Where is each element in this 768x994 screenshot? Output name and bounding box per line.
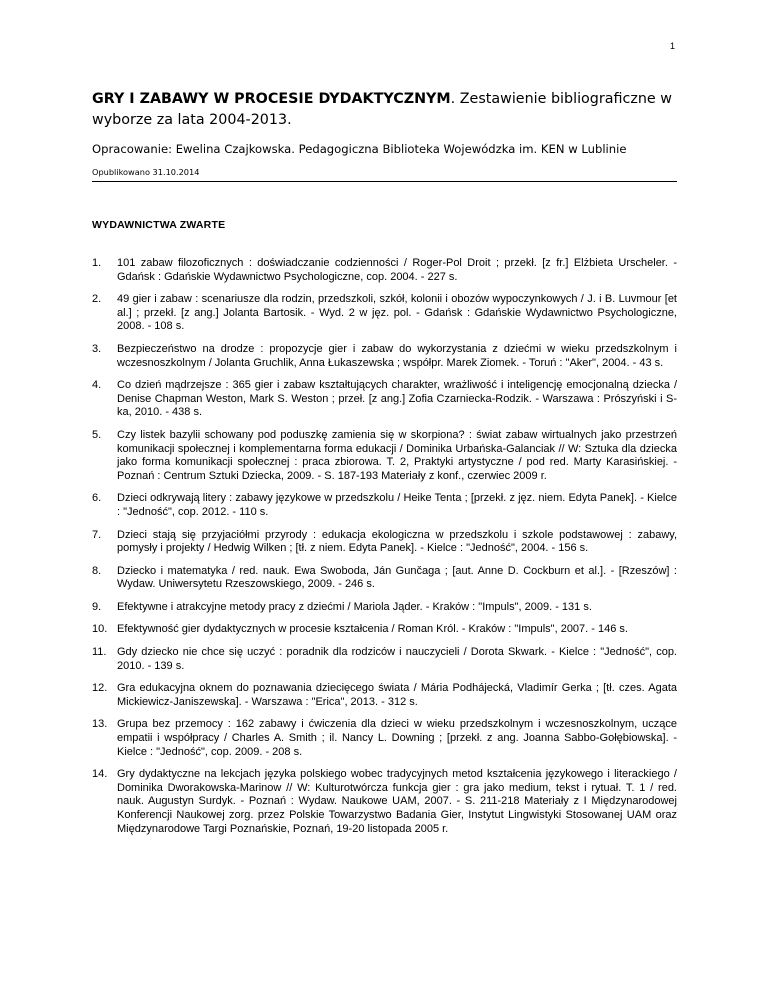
entry-text: Efektywne i atrakcyjne metody pracy z dziećmi / Mariola Jąder. - Kraków : "Impuls", 2009. - 131 s. <box>117 600 592 613</box>
header-divider <box>92 181 677 182</box>
page-number: 1 <box>669 41 675 51</box>
bibliography-entry <box>92 718 677 759</box>
entry-text: Czy listek bazylii schowany pod poduszkę zamienia się w skorpiona? : świat zabaw wirtualnych jako przestrzeń komunikacji społecznej i komplementarna forma edukacji / Dominika Urbańska-Galanciak // W: Sztuka dla dziecka jako forma komunikacji społecznej : praca zbiorowa. T. 2, Praktyki artystyczne / pod red. Marty Karasińskiej. - Poznań : Centrum Sztuki Dziecka, 2009. - S. 187-193 Materiały z konf., czerwiec 2009 r. <box>117 428 677 482</box>
entry-number: 4. <box>92 379 102 392</box>
entry-number: 9. <box>92 600 102 613</box>
entry-number: 14. <box>92 768 108 781</box>
entry-text: 49 gier i zabaw : scenariusze dla rodzin, przedszkoli, szkół, kolonii i obozów wypoczynkowych / J. i B. Luvmour [et al.] ; przekł. [z ang.] Jolanta Bartosik. - Wyd. 2 w jęz. pol. - Gdańsk : Gdańskie Wydawnictwo Psychologiczne, 2008. - 108 s. <box>117 293 677 333</box>
document-header <box>92 89 677 177</box>
bibliography-entry <box>92 379 677 420</box>
bibliography-entry <box>92 565 677 592</box>
bibliography-entry <box>92 682 677 709</box>
entry-text: Co dzień mądrzejsze : 365 gier i zabaw kształtujących charakter, wrażliwość i inteligencję emocjonalną dziecka / Denise Chapman Weston, Mark S. Weston ; przeł. [z ang.] Zofia Czarniecka-Rodzik. - Warszawa : Prószyński i S-ka, 2010. - 438 s. <box>117 379 677 419</box>
entry-number: 1. <box>92 257 102 269</box>
bibliography-entry <box>92 768 677 836</box>
entry-text: Bezpieczeństwo na drodze : propozycje gier i zabaw do wykorzystania z dziećmi w wieku przedszkolnym i wczesnoszkolnym / Jolanta Gruchlik, Anna Łukaszewska ; współpr. Marek Ziomek. - Toruń : "Aker", 2004. - 43 s. <box>117 342 677 369</box>
entry-number: 13. <box>92 718 108 731</box>
section-heading: WYDAWNICTWA ZWARTE <box>92 219 226 231</box>
bibliography-entry <box>92 343 677 370</box>
bibliography-entry <box>92 601 677 615</box>
entry-text: Dziecko i matematyka / red. nauk. Ewa Swoboda, Ján Gunčaga ; [aut. Anne D. Cockburn et al.]. - [Rzeszów] : Wydaw. Uniwersytetu Rzeszowskiego, 2009. - 246 s. <box>117 564 677 591</box>
entry-text: Efektywność gier dydaktycznych w procesie kształcenia / Roman Król. - Kraków : "Impuls", 2007. - 146 s. <box>117 623 628 636</box>
entry-text: Dzieci stają się przyjaciółmi przyrody : edukacja ekologiczna w przedszkolu i szkole podstawowej : zabawy, pomysły i projekty / Hedwig Wilken ; [tł. z niem. Edyta Panek]. - Kielce : "Jedność", 2004. - 156 s. <box>117 528 677 555</box>
entry-number: 6. <box>92 492 102 505</box>
entry-text: 101 zabaw filozoficznych : doświadczanie codzienności / Roger-Pol Droit ; przekł. [z fr.] Elżbieta Urscheler. - Gdańsk : Gdańskie Wydawnictwo Psychologiczne, cop. 2004. - 227 s. <box>117 257 677 283</box>
published-date: Opublikowano 31.10.2014 <box>92 167 200 177</box>
title-rest: . Zestawienie bibliograficzne w wyborze za lata 2004-2013. <box>92 91 672 128</box>
bibliography-entry <box>92 623 677 637</box>
entry-text: Dzieci odkrywają litery : zabawy językowe w przedszkolu / Heike Tenta ; [przekł. z jęz. niem. Edyta Panek]. - Kielce : "Jedność", cop. 2012. - 110 s. <box>117 492 677 518</box>
document-title <box>92 89 677 131</box>
entry-number: 3. <box>92 342 102 355</box>
title-bold: GRY I ZABAWY W PROCESIE DYDAKTYCZNYM <box>92 91 451 107</box>
bibliography-entry <box>92 492 677 519</box>
entry-text: Gdy dziecko nie chce się uczyć : poradnik dla rodziców i nauczycieli / Dorota Skwark. - Kielce : "Jedność", cop. 2010. - 139 s. <box>117 646 677 672</box>
bibliography-entry <box>92 646 677 673</box>
entry-number: 7. <box>92 528 102 541</box>
bibliography-entry <box>92 429 677 483</box>
entry-number: 5. <box>92 428 102 441</box>
entry-number: 11. <box>92 646 107 659</box>
bibliography-entry <box>92 293 677 334</box>
entry-number: 2. <box>92 293 102 306</box>
bibliography-entry <box>92 529 677 556</box>
entry-number: 8. <box>92 564 102 577</box>
entry-number: 10. <box>92 623 108 636</box>
entry-number: 12. <box>92 682 108 695</box>
bibliography-list <box>92 257 677 845</box>
entry-text: Gra edukacyjna oknem do poznawania dziecięcego świata / Mária Podhájecká, Vladimír Gerka ; [tł. czes. Agata Mickiewicz-Janiszewska]. - Warszawa : "Erica", 2013. - 312 s. <box>117 682 677 708</box>
prepared-by: Opracowanie: Ewelina Czajkowska. Pedagogiczna Biblioteka Wojewódzka im. KEN w Lublinie <box>92 142 627 156</box>
entry-text: Grupa bez przemocy : 162 zabawy i ćwiczenia dla dzieci w wieku przedszkolnym i wczesnoszkolnym, uczące empatii i współpracy / Charles A. Smith ; il. Nancy L. Downing ; [przekł. z ang. Joanna Sabbo-Gołębiowska]. - Kielce : "Jedność", cop. 2009. - 208 s. <box>117 718 677 758</box>
entry-text: Gry dydaktyczne na lekcjach języka polskiego wobec tradycyjnych metod kształcenia językowego i literackiego / Dominika Dworakowska-Marinow // W: Kulturotwórcza funkcja gier : gra jako medium, tekst i rytuał. T. 1 / red. nauk. Augustyn Surdyk. - Poznań : Wydaw. Naukowe UAM, 2007. - S. 211-218 Materiały z I Międzynarodowej Konferencji Naukowej zorg. przez Polskie Towarzystwo Badania Gier, Instytut Lingwistyki Stosowanej UAM oraz Międzynarodowe Targi Poznańskie, Poznań, 19-20 listopada 2005 r. <box>117 768 677 835</box>
bibliography-entry <box>92 257 677 284</box>
